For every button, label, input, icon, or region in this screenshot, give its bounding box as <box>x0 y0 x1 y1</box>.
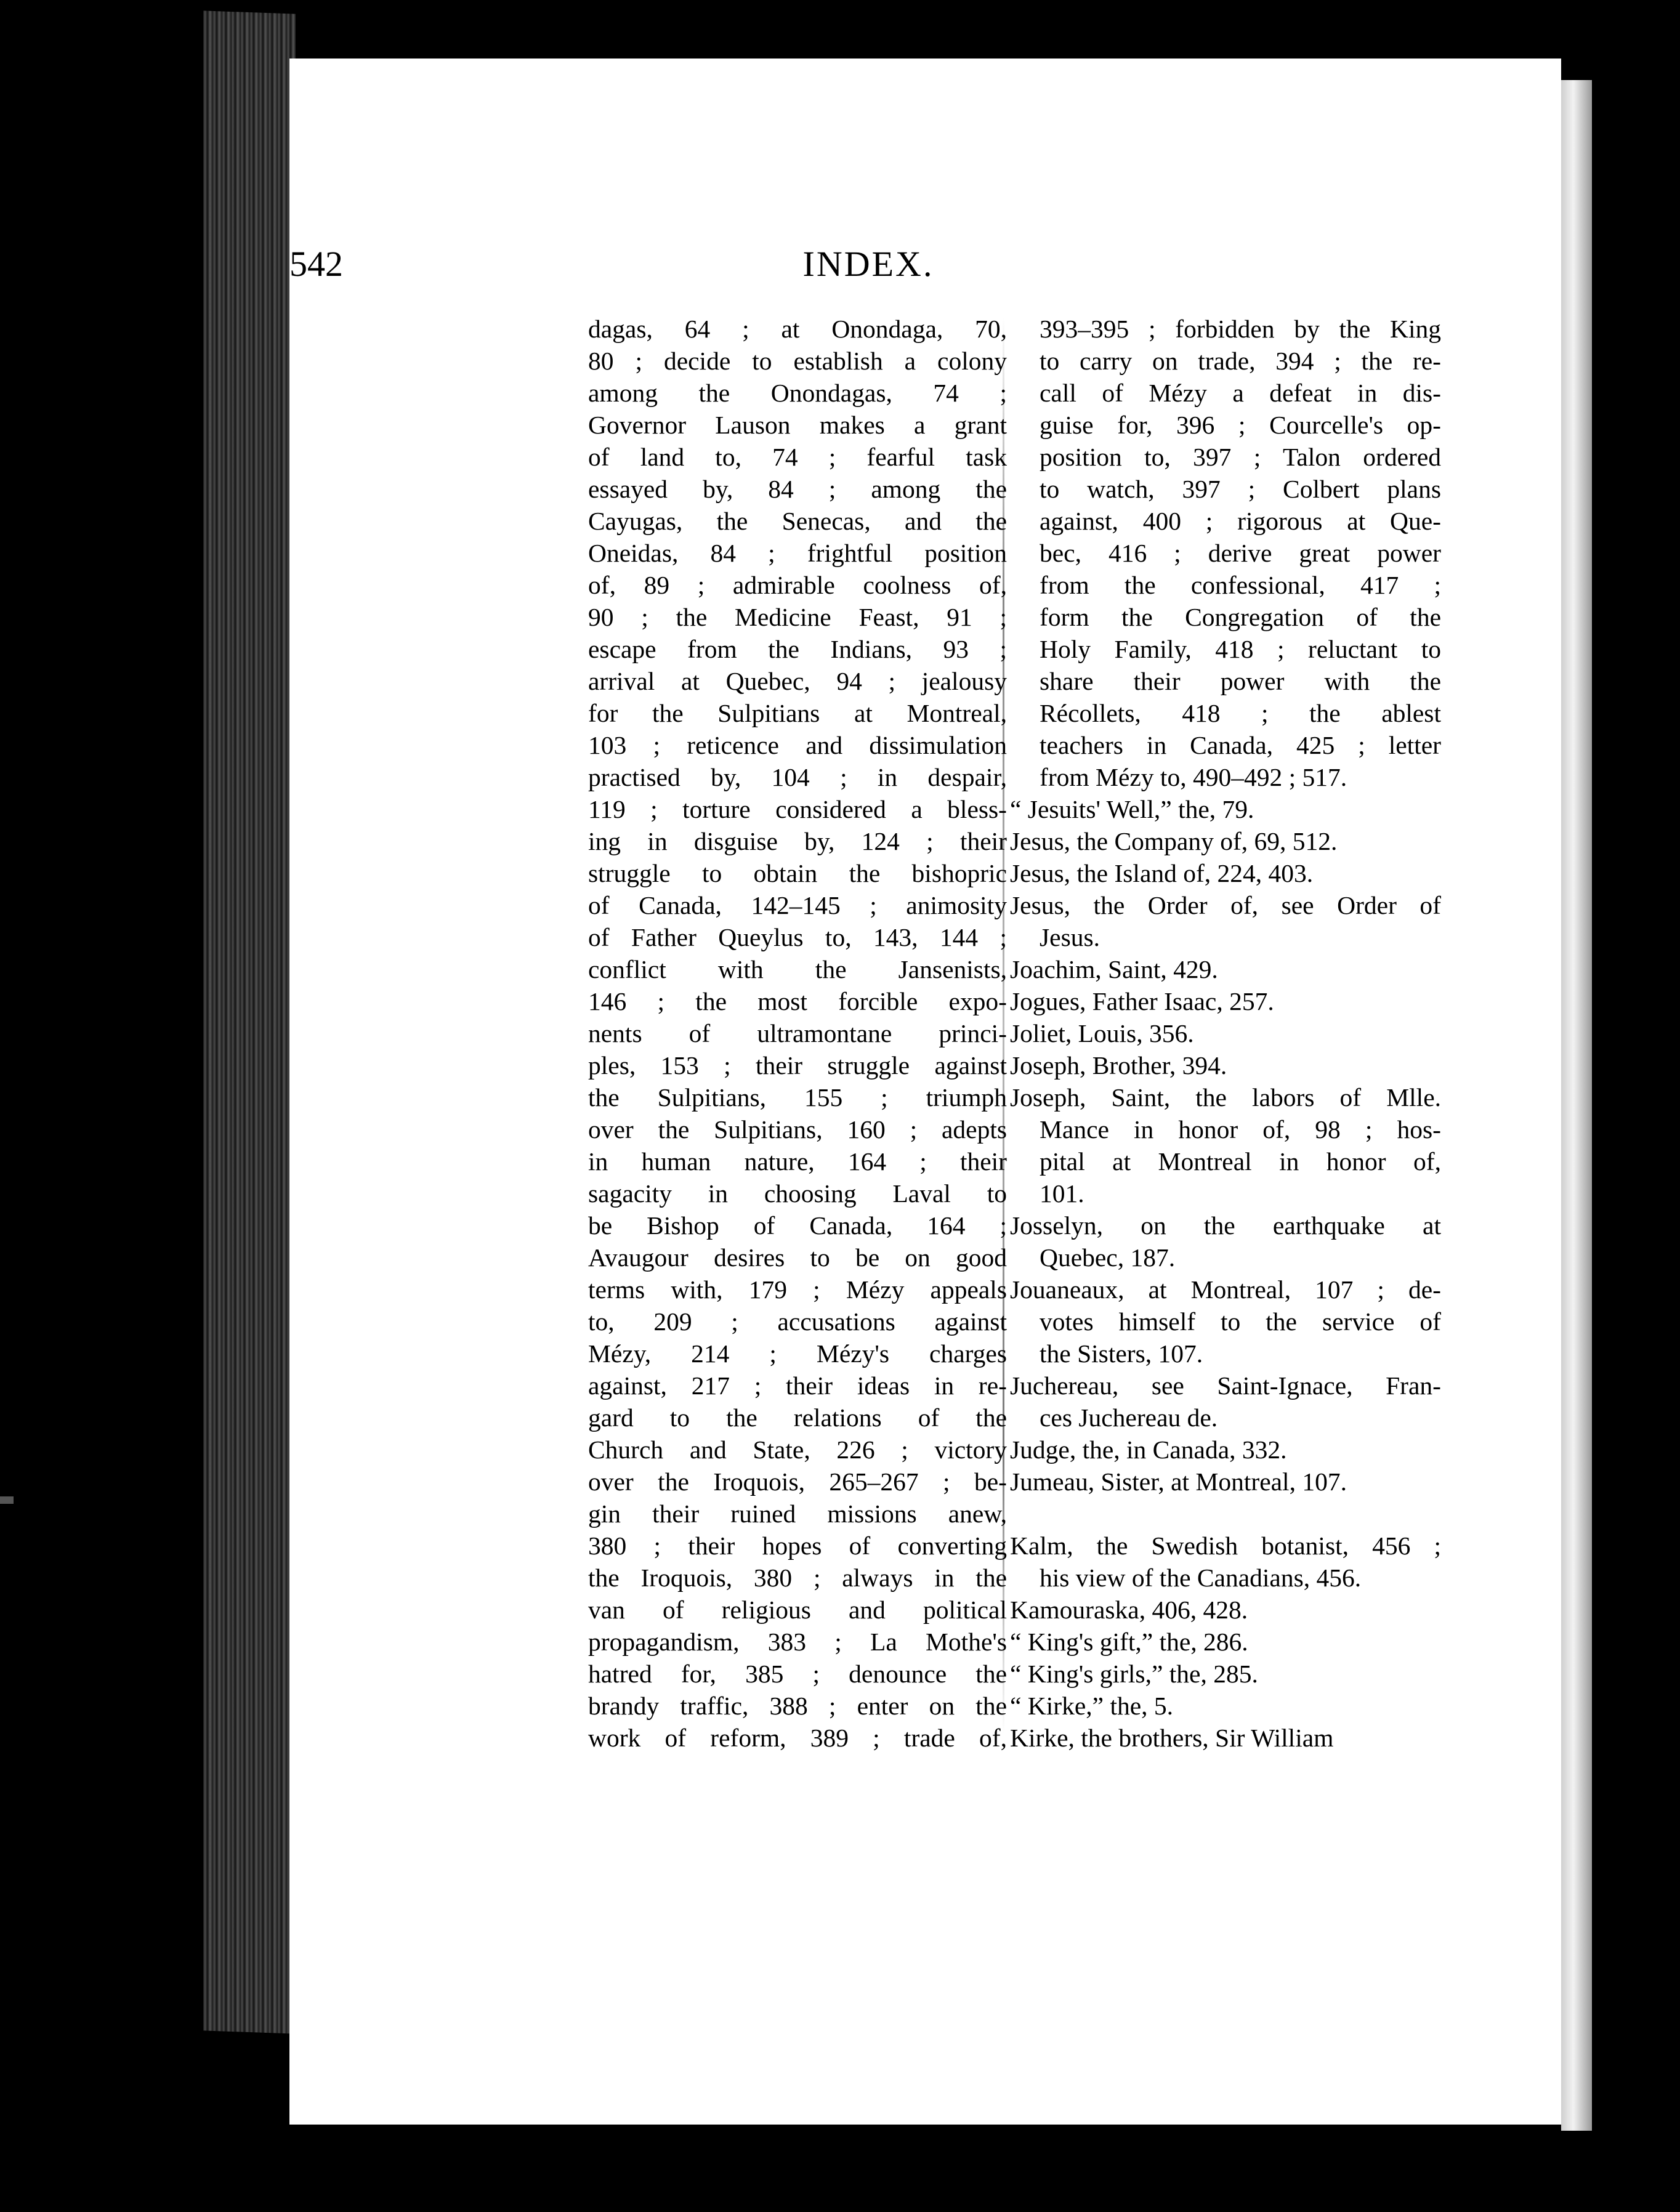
index-entry <box>1010 1690 1441 1722</box>
index-line: against, 400 ; rigorous at Que- <box>1040 507 1441 535</box>
index-line: sagacity in choosing Laval to <box>588 1179 1007 1208</box>
index-line: 146 ; the most forcible expo- <box>588 987 1007 1015</box>
entries-j <box>1010 793 1441 1498</box>
index-entry-heading: Judge, the, in Canada, 332. <box>1010 1435 1287 1464</box>
index-entry-continuation: his view of the Canadians, 456. <box>1040 1564 1362 1592</box>
index-line: van of religious and political <box>588 1596 1007 1624</box>
index-line: to carry on trade, 394 ; the re- <box>1040 347 1441 375</box>
entries-k <box>1010 1530 1441 1754</box>
index-entry-heading: “ Kirke,” the, 5. <box>1010 1692 1174 1720</box>
index-entry-continuation: Mance in honor of, 98 ; hos- <box>1040 1115 1441 1144</box>
index-line: 80 ; decide to establish a colony <box>588 347 1007 375</box>
index-line: Oneidas, 84 ; frightful position <box>588 539 1007 567</box>
index-entry <box>1010 793 1441 825</box>
index-entry-continuation: the Sisters, 107. <box>1040 1339 1203 1368</box>
index-line: Church and State, 226 ; victory <box>588 1435 1007 1464</box>
index-entry-heading: Jesus, the Order of, see Order of <box>1010 891 1441 919</box>
letter-gap <box>1010 1498 1441 1530</box>
index-line: Cayugas, the Senecas, and the <box>588 507 1007 535</box>
index-entry-heading: Juchereau, see Saint-Ignace, Fran- <box>1010 1371 1441 1400</box>
index-line: of land to, 74 ; fearful task <box>588 443 1007 471</box>
index-line: the Iroquois, 380 ; always in the <box>588 1564 1007 1592</box>
index-entry <box>1010 985 1441 1017</box>
index-line: from Mézy to, 490–492 ; 517. <box>1040 763 1347 791</box>
index-entry <box>1010 1209 1441 1274</box>
index-entry-continuation: votes himself to the service of <box>1040 1307 1441 1336</box>
index-line: for the Sulpitians at Montreal, <box>588 699 1007 727</box>
index-entry-heading: Jouaneaux, at Montreal, 107 ; de- <box>1010 1275 1441 1304</box>
index-line: 90 ; the Medicine Feast, 91 ; <box>588 603 1007 631</box>
index-entry-continuation: Jesus. <box>1040 923 1100 951</box>
index-line: dagas, 64 ; at Onondaga, 70, <box>588 315 1007 343</box>
index-entry <box>1010 1626 1441 1658</box>
index-line: escape from the Indians, 93 ; <box>588 635 1007 663</box>
index-entry-heading: Jesus, the Island of, 224, 403. <box>1010 859 1314 887</box>
index-line: be Bishop of Canada, 164 ; <box>588 1211 1007 1240</box>
index-entry <box>1010 1370 1441 1434</box>
index-entry <box>1010 1081 1441 1209</box>
index-line: Holy Family, 418 ; reluctant to <box>1040 635 1441 663</box>
index-line: 119 ; torture considered a bless- <box>588 795 1007 823</box>
index-entry <box>1010 825 1441 857</box>
index-line: position to, 397 ; Talon ordered <box>1040 443 1441 471</box>
index-line: 103 ; reticence and dissimulation <box>588 731 1007 759</box>
index-entry-continuation: pital at Montreal in honor of, <box>1040 1147 1441 1176</box>
index-line: teachers in Canada, 425 ; letter <box>1040 731 1441 759</box>
left-column <box>588 313 1007 1754</box>
index-entry <box>1010 1594 1441 1626</box>
index-line: to watch, 397 ; Colbert plans <box>1040 475 1441 503</box>
index-entry-continuation: Quebec, 187. <box>1040 1243 1176 1272</box>
index-line: in human nature, 164 ; their <box>588 1147 1007 1176</box>
running-title: INDEX. <box>802 244 934 284</box>
index-entry <box>1010 1049 1441 1081</box>
index-line: bec, 416 ; derive great power <box>1040 539 1441 567</box>
index-entry <box>1010 1017 1441 1049</box>
index-line: over the Sulpitians, 160 ; adepts <box>588 1115 1007 1144</box>
index-line: practised by, 104 ; in despair, <box>588 763 1007 791</box>
index-line: struggle to obtain the bishopric <box>588 859 1007 887</box>
index-entry-heading: Kamouraska, 406, 428. <box>1010 1596 1248 1624</box>
index-line: from the confessional, 417 ; <box>1040 571 1441 599</box>
index-entry-heading: Jogues, Father Isaac, 257. <box>1010 987 1274 1015</box>
index-entry <box>1010 857 1441 889</box>
index-line: conflict with the Jansenists, <box>588 955 1007 983</box>
index-line: share their power with the <box>1040 667 1441 695</box>
index-line: call of Mézy a defeat in dis- <box>1040 379 1441 407</box>
index-entry-continuation: 101. <box>1040 1179 1084 1208</box>
index-line: gin their ruined missions anew, <box>588 1500 1007 1528</box>
index-line: Récollets, 418 ; the ablest <box>1040 699 1441 727</box>
index-line: Governor Lauson makes a grant <box>588 411 1007 439</box>
scan-artifact <box>0 1496 14 1504</box>
index-entry <box>1010 1434 1441 1466</box>
index-entry-heading: Jesus, the Company of, 69, 512. <box>1010 827 1338 855</box>
index-entry <box>1010 1658 1441 1690</box>
index-entry <box>1010 889 1441 953</box>
index-line: 393–395 ; forbidden by the King <box>1040 315 1441 343</box>
index-entry-heading: Kalm, the Swedish botanist, 456 ; <box>1010 1532 1441 1560</box>
index-entry <box>1010 953 1441 985</box>
index-entry <box>1010 1530 1441 1594</box>
index-line: among the Onondagas, 74 ; <box>588 379 1007 407</box>
index-line: gard to the relations of the <box>588 1403 1007 1432</box>
index-line: guise for, 396 ; Courcelle's op- <box>1040 411 1441 439</box>
index-line: Mézy, 214 ; Mézy's charges <box>588 1339 1007 1368</box>
index-entry-heading: “ King's gift,” the, 286. <box>1010 1628 1248 1656</box>
right-column <box>1010 313 1441 1754</box>
index-line: arrival at Quebec, 94 ; jealousy <box>588 667 1007 695</box>
index-line: essayed by, 84 ; among the <box>588 475 1007 503</box>
index-line: ing in disguise by, 124 ; their <box>588 827 1007 855</box>
index-entry-heading: Joliet, Louis, 356. <box>1010 1019 1194 1047</box>
index-entry <box>1010 1722 1441 1754</box>
index-line: against, 217 ; their ideas in re- <box>588 1371 1007 1400</box>
facing-page-edge <box>1561 80 1592 2131</box>
index-line: over the Iroquois, 265–267 ; be- <box>588 1467 1007 1496</box>
index-entry <box>1010 1466 1441 1498</box>
index-entry-continuation: ces Juchereau de. <box>1040 1403 1218 1432</box>
index-line: of, 89 ; admirable coolness of, <box>588 571 1007 599</box>
page-number: 542 <box>289 244 343 284</box>
index-entry-heading: Joseph, Saint, the labors of Mlle. <box>1010 1083 1441 1112</box>
index-line: of Canada, 142–145 ; animosity <box>588 891 1007 919</box>
index-line: work of reform, 389 ; trade of, <box>588 1724 1007 1752</box>
index-line: to, 209 ; accusations against <box>588 1307 1007 1336</box>
index-entry-heading: “ King's girls,” the, 285. <box>1010 1660 1258 1688</box>
index-line: 380 ; their hopes of converting <box>588 1532 1007 1560</box>
index-entry-heading: Joseph, Brother, 394. <box>1010 1051 1227 1080</box>
index-line: terms with, 179 ; Mézy appeals <box>588 1275 1007 1304</box>
index-line: ples, 153 ; their struggle against <box>588 1051 1007 1080</box>
index-line: Avaugour desires to be on good <box>588 1243 1007 1272</box>
index-entry-heading: Kirke, the brothers, Sir William <box>1010 1724 1334 1752</box>
index-entry <box>1010 1274 1441 1370</box>
index-entry-heading: Josselyn, on the earthquake at <box>1010 1211 1441 1240</box>
index-line: hatred for, 385 ; denounce the <box>588 1660 1007 1688</box>
index-line: form the Congregation of the <box>1040 603 1441 631</box>
index-line: brandy traffic, 388 ; enter on the <box>588 1692 1007 1720</box>
index-entry-heading: “ Jesuits' Well,” the, 79. <box>1010 795 1254 823</box>
index-line: nents of ultramontane princi- <box>588 1019 1007 1047</box>
index-entry-heading: Jumeau, Sister, at Montreal, 107. <box>1010 1467 1347 1496</box>
page-stack-edge <box>203 10 296 2033</box>
running-head <box>0 243 1680 286</box>
index-line: propagandism, 383 ; La Mothe's <box>588 1628 1007 1656</box>
index-line: of Father Queylus to, 143, 144 ; <box>588 923 1007 951</box>
index-entry-heading: Joachim, Saint, 429. <box>1010 955 1218 983</box>
index-line: the Sulpitians, 155 ; triumph <box>588 1083 1007 1112</box>
